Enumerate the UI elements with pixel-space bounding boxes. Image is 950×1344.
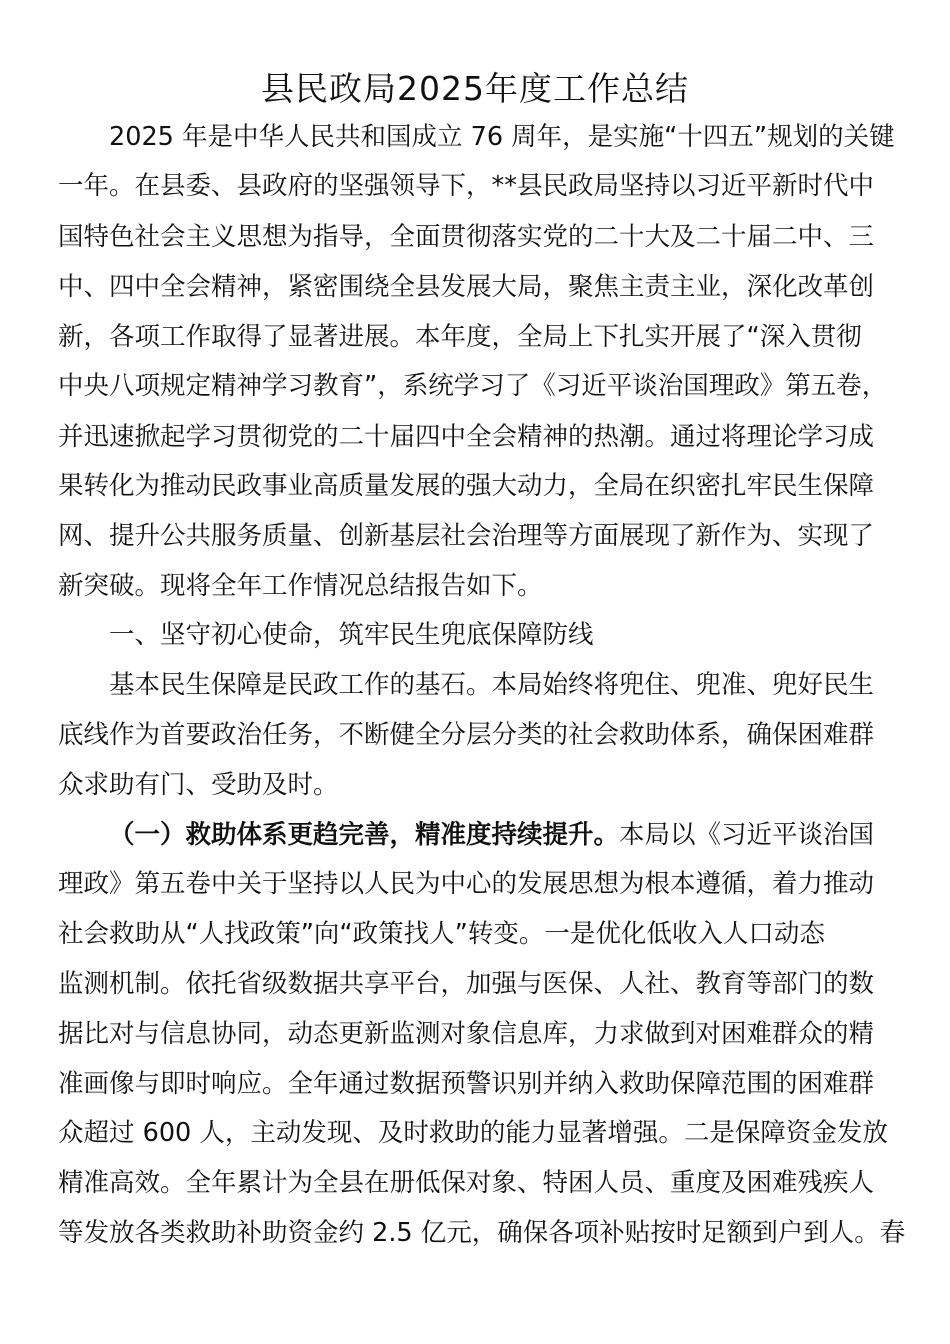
paragraph-line: 众求助有门、受助及时。 bbox=[58, 770, 339, 800]
paragraph-line: 并迅速掀起学习贯彻党的二十届四中全会精神的热潮。通过将理论学习成 bbox=[58, 422, 875, 452]
paragraph-line: 中央八项规定精神学习教育”，系统学习了《习近平谈治国理政》第五卷， bbox=[58, 371, 888, 401]
subsection-heading: （一）救助体系更趋完善，精准度持续提升。 bbox=[109, 820, 620, 850]
paragraph-line: 众超过 600 人，主动发现、及时救助的能力显著增强。二是保障资金发放 bbox=[58, 1118, 888, 1148]
paragraph-line: 国特色社会主义思想为指导，全面贯彻落实党的二十大及二十届二中、三 bbox=[58, 222, 875, 252]
paragraph-line: 中、四中全会精神，紧密围绕全县发展大局，聚焦主责主业，深化改革创 bbox=[58, 272, 875, 302]
paragraph-line: 2025 年是中华人民共和国成立 76 周年，是实施“十四五”规划的关键 bbox=[109, 122, 895, 152]
paragraph-line: 一年。在县委、县政府的坚强领导下，**县民政局坚持以习近平新时代中 bbox=[58, 171, 875, 201]
paragraph-line: 准画像与即时响应。全年通过数据预警识别并纳入救助保障范围的困难群 bbox=[58, 1069, 875, 1099]
paragraph-line: 底线作为首要政治任务，不断健全分层分类的社会救助体系，确保困难群 bbox=[58, 720, 875, 750]
paragraph-line: 新，各项工作取得了显著进展。本年度，全局上下扎实开展了“深入贯彻 bbox=[58, 322, 862, 352]
paragraph-line: 社会救助从“人找政策”向“政策找人”转变。一是优化低收入人口动态 bbox=[58, 919, 825, 949]
document-title: 县民政局2025年度工作总结 bbox=[261, 69, 689, 108]
paragraph-line: 新突破。现将全年工作情况总结报告如下。 bbox=[58, 571, 543, 601]
paragraph-line: 理政》第五卷中关于坚持以人民为中心的发展思想为根本遵循，着力推动 bbox=[58, 869, 875, 899]
paragraph-line: 网、提升公共服务质量、创新基层社会治理等方面展现了新作为、实现了 bbox=[58, 521, 875, 551]
paragraph-line: 基本民生保障是民政工作的基石。本局始终将兜住、兜准、兜好民生 bbox=[109, 670, 875, 700]
paragraph-line: 果转化为推动民政事业高质量发展的强大动力，全局在织密扎牢民生保障 bbox=[58, 471, 875, 501]
paragraph-line: 等发放各类救助补助资金约 2.5 亿元，确保各项补贴按时足额到户到人。春 bbox=[58, 1218, 906, 1248]
subsection-lead-line bbox=[109, 820, 874, 850]
paragraph-line: 监测机制。依托省级数据共享平台，加强与医保、人社、教育等部门的数 bbox=[58, 969, 875, 999]
paragraph-line: 据比对与信息协同，动态更新监测对象信息库，力求做到对困难群众的精 bbox=[58, 1019, 875, 1049]
subsection-lead-text: 本局以《习近平谈治国 bbox=[619, 820, 875, 850]
paragraph-line: 精准高效。全年累计为全县在册低保对象、特困人员、重度及困难残疾人 bbox=[58, 1168, 875, 1198]
section-heading: 一、坚守初心使命，筑牢民生兜底保障防线 bbox=[109, 620, 594, 650]
